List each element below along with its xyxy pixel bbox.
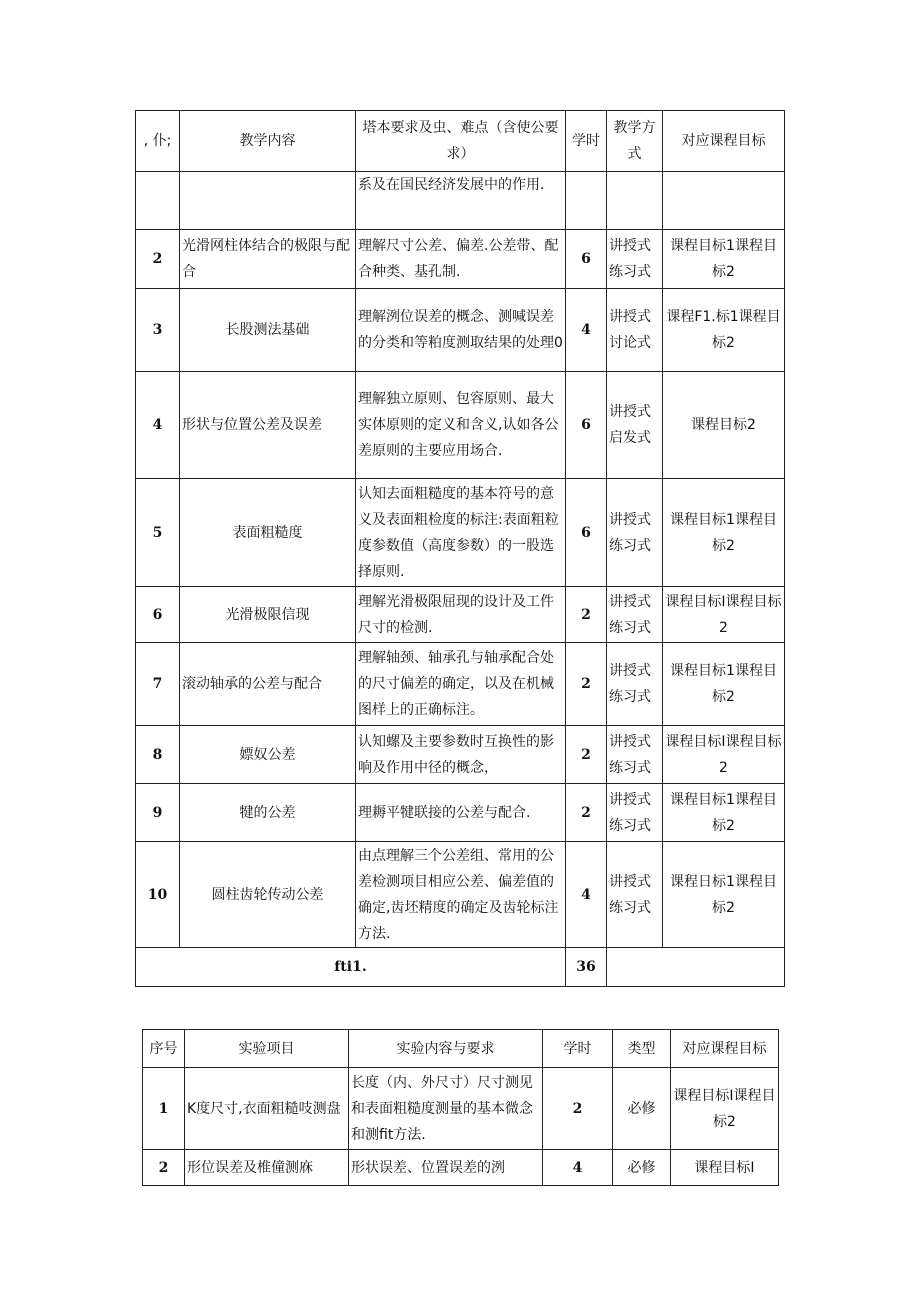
row-method: 讲授式练习式 — [607, 479, 663, 587]
row-content: 滚动轴承的公差与配合 — [180, 643, 356, 726]
row-method: 讲授式练习式 — [607, 726, 663, 784]
row-requirement: 认知螺及主要参数时互换性的影响及作用中径的概念， — [356, 726, 566, 784]
row-target — [663, 172, 785, 230]
row-target: 课程日标1课程目标2 — [663, 842, 785, 948]
header-content: 实验内容与要求 — [349, 1030, 543, 1068]
table-row — [136, 587, 785, 643]
row-requirement: 理解尺寸公差、偏差.公差带、配合种类、基孔制. — [356, 230, 566, 289]
experiment-table — [142, 1029, 779, 1186]
row-hours: 4 — [566, 289, 607, 372]
row-hours: 2 — [566, 784, 607, 842]
row-target: 课程目标I课程目标2 — [663, 726, 785, 784]
table-row — [136, 289, 785, 372]
row-content: 光滑极限信现 — [180, 587, 356, 643]
row-content: 形状与位置公差及误差 — [180, 372, 356, 479]
row-requirement: 理耨平犍联接的公差与配合. — [356, 784, 566, 842]
row-method: 讲授式练习式 — [607, 643, 663, 726]
row-content: 长度（内、外尺寸）尺寸测见和表面粗糙度测量的基本微念和测fit方法. — [349, 1068, 543, 1150]
row-type: 必修 — [613, 1150, 671, 1186]
row-project: K度尺寸,衣面粗糙吱测盘 — [185, 1068, 349, 1150]
teaching-content-table — [135, 110, 785, 987]
table-row — [136, 643, 785, 726]
header-index: , 仆; — [136, 111, 180, 172]
header-hours: 学时 — [543, 1030, 613, 1068]
row-hours: 2 — [566, 643, 607, 726]
row-content: 长股测法基础 — [180, 289, 356, 372]
row-content: 圆柱齿轮传动公差 — [180, 842, 356, 948]
header-target: 对应课程目标 — [663, 111, 785, 172]
row-content: 表面粗糙度 — [180, 479, 356, 587]
row-target: 课程目标1课程目标2 — [663, 784, 785, 842]
row-method — [607, 172, 663, 230]
row-type: 必修 — [613, 1068, 671, 1150]
header-index: 序号 — [143, 1030, 185, 1068]
row-method: 讲授式练习式 — [607, 842, 663, 948]
row-requirement: 由点理解三个公差组、常用的公差检测项目相应公差、偏差值的确定,齿坯精度的确定及齿轮标注方法. — [356, 842, 566, 948]
row-hours — [566, 172, 607, 230]
header-project: 实验项目 — [185, 1030, 349, 1068]
row-requirement: 认知去面粗糙度的基本符号的意义及表面粗检度的标注:表面粗粒度参数值（高度参数）的一股选择原则. — [356, 479, 566, 587]
row-hours: 6 — [566, 372, 607, 479]
total-row — [136, 948, 785, 987]
row-content — [180, 172, 356, 230]
table-row — [143, 1068, 779, 1150]
table-row — [136, 784, 785, 842]
row-content: 嫖奴公差 — [180, 726, 356, 784]
table-header-row — [143, 1030, 779, 1068]
row-method: 讲授式练习式 — [607, 230, 663, 289]
row-number: 1 — [143, 1068, 185, 1150]
row-number: 8 — [136, 726, 180, 784]
row-number: 2 — [143, 1150, 185, 1186]
row-method: 讲授式练习式 — [607, 587, 663, 643]
table-header-row — [136, 111, 785, 172]
table-row — [136, 842, 785, 948]
row-requirement: 系及在国民经济发展中的作用. — [356, 172, 566, 230]
row-target: 课程目标I课程目标2 — [663, 587, 785, 643]
row-number: 7 — [136, 643, 180, 726]
row-project: 形位误差及椎僮测庥 — [185, 1150, 349, 1186]
row-method: 讲授式启发式 — [607, 372, 663, 479]
row-hours: 6 — [566, 230, 607, 289]
table-row — [136, 172, 785, 230]
row-number: 9 — [136, 784, 180, 842]
total-label: fti1. — [136, 948, 566, 987]
header-requirement: 塔本要求及虫、难点（含使公要求） — [356, 111, 566, 172]
row-content: 形状误差、位置误差的洌 — [349, 1150, 543, 1186]
row-hours: 2 — [566, 726, 607, 784]
row-hours: 4 — [543, 1150, 613, 1186]
table-row — [136, 726, 785, 784]
row-target: 课程目标I课程目标2 — [671, 1068, 779, 1150]
row-number — [136, 172, 180, 230]
header-target: 对应课程目标 — [671, 1030, 779, 1068]
row-requirement: 理解洌位误差的概念、测喊误差的分类和等粕度测取结果的处理0 — [356, 289, 566, 372]
row-target: 课程目标1课程目标2 — [663, 643, 785, 726]
row-number: 3 — [136, 289, 180, 372]
row-number: 4 — [136, 372, 180, 479]
header-content: 教学内容 — [180, 111, 356, 172]
row-content: 光滑网柱体结合的极限与配合 — [180, 230, 356, 289]
row-target: 课程F1.标1课程目标2 — [663, 289, 785, 372]
row-method: 讲授式练习式 — [607, 784, 663, 842]
header-type: 类型 — [613, 1030, 671, 1068]
row-target: 课程目标1课程目标2 — [663, 230, 785, 289]
table-row — [136, 479, 785, 587]
row-requirement: 理解光滑极限屈现的设计及工件尺寸的检测. — [356, 587, 566, 643]
table-row — [143, 1150, 779, 1186]
row-requirement: 理解轴颈、轴承孔与轴承配合处的尺寸偏差的确定，以及在机械图样上的正确标注。 — [356, 643, 566, 726]
row-content: 犍的公差 — [180, 784, 356, 842]
total-hours: 36 — [566, 948, 607, 987]
total-empty — [607, 948, 785, 987]
row-hours: 6 — [566, 479, 607, 587]
header-hours: 学时 — [566, 111, 607, 172]
row-target: 课程目标2 — [663, 372, 785, 479]
row-hours: 2 — [543, 1068, 613, 1150]
row-hours: 4 — [566, 842, 607, 948]
row-requirement: 理解独立原则、包容原则、最大实体原则的定义和含义,认如各公差原则的主要应用场合. — [356, 372, 566, 479]
row-target: 课程目标I — [671, 1150, 779, 1186]
table-row — [136, 372, 785, 479]
row-target: 课程目标1课程目标2 — [663, 479, 785, 587]
row-number: 10 — [136, 842, 180, 948]
row-number: 2 — [136, 230, 180, 289]
row-number: 5 — [136, 479, 180, 587]
header-method: 教学方式 — [607, 111, 663, 172]
row-method: 讲授式讨论式 — [607, 289, 663, 372]
row-number: 6 — [136, 587, 180, 643]
table-row — [136, 230, 785, 289]
row-hours: 2 — [566, 587, 607, 643]
